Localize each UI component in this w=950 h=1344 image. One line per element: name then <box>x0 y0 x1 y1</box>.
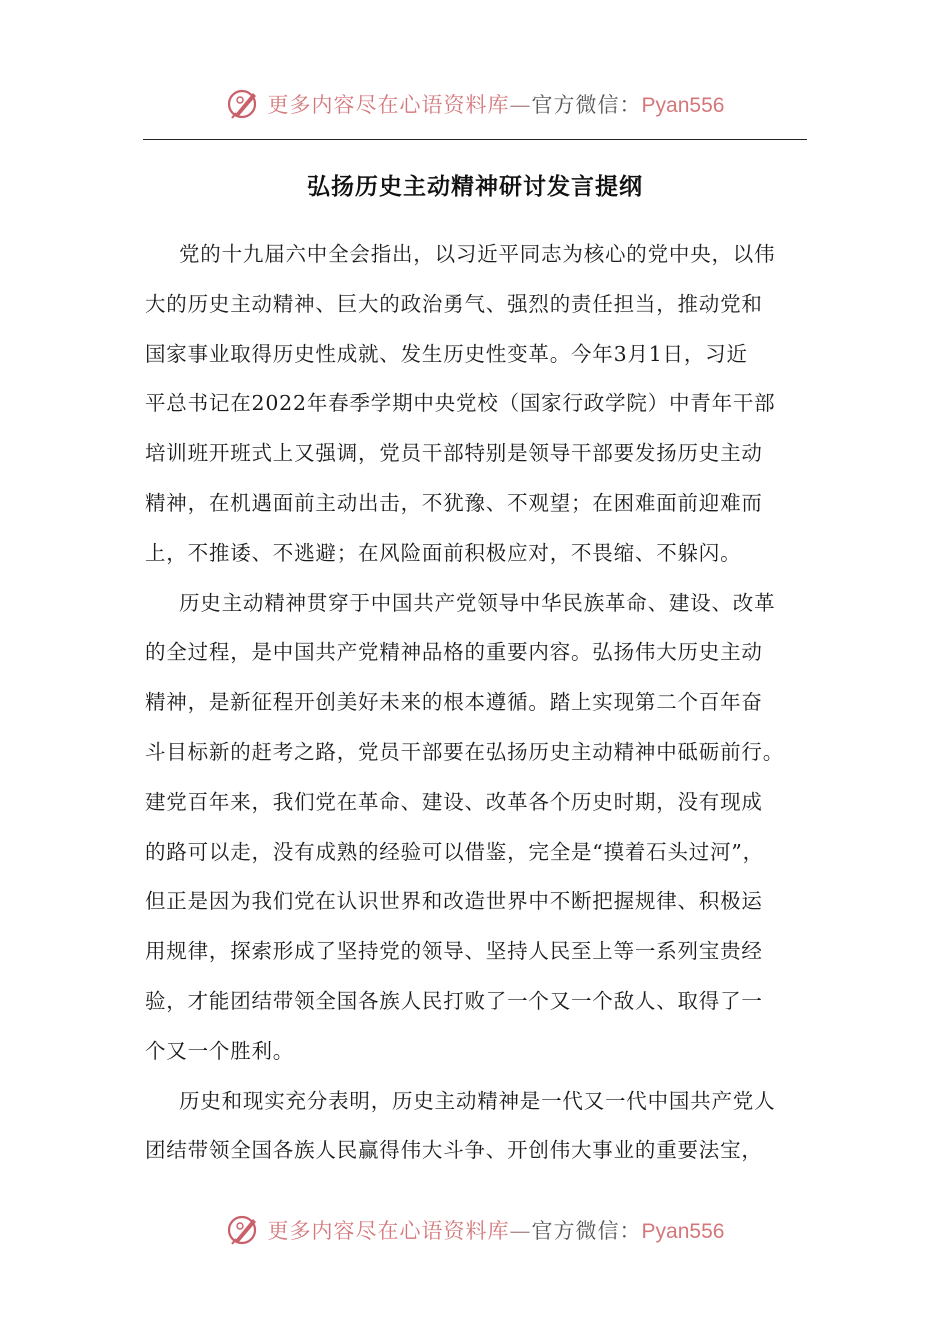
body-line: 大的历史主动精神、巨大的政治勇气、强烈的责任担当，推动党和 <box>145 291 763 316</box>
body-line: 精神，是新征程开创美好未来的根本遵循。踏上实现第二个百年奋 <box>145 690 763 715</box>
body-line: 精神，在机遇面前主动出击，不犹豫、不观望；在困难面前迎难而 <box>145 490 763 515</box>
body-line: 个又一个胜利。 <box>145 1038 295 1063</box>
header-divider <box>143 139 807 140</box>
banner-dash: — <box>509 93 532 117</box>
body-line: 用规律，探索形成了坚持党的领导、坚持人民至上等一系列宝贵经 <box>145 939 763 964</box>
document-body <box>145 230 809 1176</box>
banner-main-text: 更多内容尽在心语资料库 <box>267 93 510 117</box>
banner-wechat-id: Pyan556 <box>641 94 725 117</box>
body-line: 团结带领全国各族人民赢得伟大斗争、开创伟大事业的重要法宝， <box>145 1138 763 1163</box>
body-line: 的全过程，是中国共产党精神品格的重要内容。弘扬伟大历史主动 <box>145 640 763 665</box>
body-line: 验，才能团结带领全国各族人民打败了一个又一个敌人、取得了一 <box>145 988 763 1013</box>
quill-logo-icon <box>226 86 262 122</box>
body-line: 国家事业取得历史性成就、发生历史性变革。今年3月1日，习近 <box>145 341 748 366</box>
banner-wechat-label: 官方微信： <box>531 1219 642 1243</box>
header-banner <box>0 84 950 124</box>
body-line: 党的十九届六中全会指出，以习近平同志为核心的党中央，以伟 <box>179 242 776 266</box>
banner-wechat-id: Pyan556 <box>641 1220 725 1243</box>
body-line: 斗目标新的赶考之路，党员干部要在弘扬历史主动精神中砥砺前行。 <box>145 739 784 764</box>
body-line: 但正是因为我们党在认识世界和改造世界中不断把握规律、积极运 <box>145 889 763 914</box>
body-line: 建党百年来，我们党在革命、建设、改革各个历史时期，没有现成 <box>145 789 763 814</box>
banner-wechat-label: 官方微信： <box>531 93 642 117</box>
body-line: 历史主动精神贯穿于中国共产党领导中华民族革命、建设、改革 <box>179 590 776 615</box>
body-line: 上，不推诿、不逃避；在风险面前积极应对，不畏缩、不躲闪。 <box>145 540 742 565</box>
body-line: 培训班开班式上又强调，党员干部特别是领导干部要发扬历史主动 <box>145 441 763 466</box>
banner-dash: — <box>509 1219 532 1243</box>
quill-logo-icon <box>226 1212 262 1248</box>
body-line: 历史和现实充分表明，历史主动精神是一代又一代中国共产党人 <box>179 1088 776 1113</box>
body-line: 平总书记在2022年春季学期中央党校（国家行政学院）中青年干部 <box>145 391 776 416</box>
footer-banner <box>0 1210 950 1250</box>
banner-main-text: 更多内容尽在心语资料库 <box>267 1219 510 1243</box>
document-title: 弘扬历史主动精神研讨发言提纲 <box>307 174 643 200</box>
body-line: 的路可以走，没有成熟的经验可以借鉴，完全是“摸着石头过河”， <box>145 839 764 864</box>
